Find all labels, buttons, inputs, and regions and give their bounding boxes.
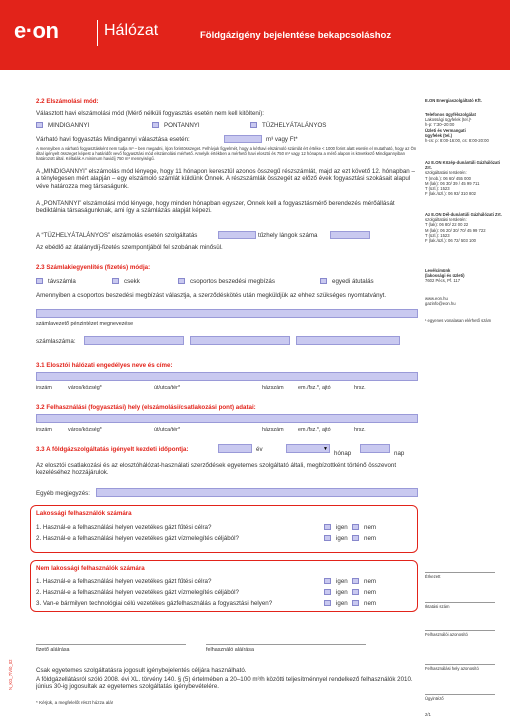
nem-lakossagi-title: Nem lakossági felhasználók számára [36, 565, 145, 572]
lak-q2-nem-checkbox[interactable] [352, 535, 359, 541]
ev-label: év [256, 446, 263, 453]
section-2-2-title: 2.2 Elszámolási mód: [36, 98, 99, 105]
ev-input[interactable] [218, 444, 252, 453]
side-r2-5: F (lak./üzl.): 06 72/ 503 100 [425, 238, 476, 244]
nlak-q1-nem-label: nem [364, 578, 377, 585]
col-hazszam: házszám [262, 385, 284, 391]
honap-label: hónap [334, 450, 352, 457]
lak-q2-igen-checkbox[interactable] [324, 535, 331, 541]
side-r1-4: T (üzl.): 1523 [425, 186, 450, 192]
form-title: Földgázigény bejelentése bekapcsoláshoz [200, 30, 392, 41]
side-mail-2: 7602 Pécs, Pf. 117 [425, 278, 461, 284]
varhato-input[interactable] [224, 135, 262, 143]
logo-subtitle: Hálózat [104, 22, 159, 39]
col-hrsz: hrsz. [354, 385, 366, 391]
honap-select[interactable] [286, 444, 330, 453]
lak-q1-igen-label: igen [336, 524, 348, 531]
side-r2-4: T (üzl.): 1523 [425, 232, 450, 238]
page-header [0, 0, 510, 70]
csoportos-checkbox[interactable] [178, 278, 185, 284]
col-hrsz: hrsz. [354, 427, 366, 433]
side-r2-1: szolgáltatási területén: [425, 217, 467, 223]
side-mail-1: (lakossági és üzleti) [425, 273, 465, 279]
nlak-q1-igen-checkbox[interactable] [324, 578, 331, 584]
side-email-link[interactable]: gazinfo@eon.hu [425, 301, 456, 307]
side-r1-3: M (lak): 06 30/ 39 / 45 99 711 [425, 180, 480, 186]
mindigannyi-label: MINDIGANNYI [48, 122, 90, 129]
penzintezet-input[interactable] [36, 309, 418, 318]
side-region-1 [425, 160, 505, 196]
nlak-q3-igen-checkbox[interactable] [324, 600, 331, 606]
form-code: N_KG_7/V/0_02 [8, 659, 13, 690]
felhasznaloi-azon-line[interactable] [425, 630, 495, 631]
chevron-down-icon: ▼ [323, 446, 328, 452]
varhato-label: Várható havi fogyasztás Mindigannyi választása esetén: [36, 136, 190, 143]
col-hazszam: házszám [262, 427, 284, 433]
lak-q2-igen-label: igen [336, 535, 348, 542]
s22-pontannyi-desc: A „PONTANNYI” elszámolási mód lényege, hogy minden hónapban egyszer, Önnek kell a fogyasztásmérő berendezés mérőállását bediktálnia társaságunknak, ami így a számlázás alapját képezi. [36, 200, 395, 215]
lak-q1-nem-checkbox[interactable] [352, 524, 359, 530]
section-2-3-title: 2.3 Számlakiegyenlítés (fizetés) módja: [36, 264, 151, 271]
eon-logo: e·on [14, 18, 59, 43]
szamlaszam-1-input[interactable] [84, 336, 184, 345]
varhato-unit: m³ vagy Ft* [266, 136, 298, 143]
ugyintezo-line[interactable] [425, 694, 495, 695]
felhasznalasi-hely-azon-label: Felhasználási hely azonosító [425, 666, 479, 671]
ugyintezo-label: Ügyintéző [425, 696, 444, 701]
s22-tuzhely-desc: A “TÜZHELYÁTALÁNYOS” elszámolás esetén szolgáltatás [36, 232, 198, 239]
szamlaszam-label: számlaszáma: [36, 338, 76, 345]
tuzhely-label: TÜZHELYÁTALÁNYOS [262, 122, 327, 129]
pontannyi-checkbox[interactable] [152, 122, 159, 128]
side-web-block [425, 296, 456, 306]
section-3-1-title: 3.1 Elosztói hálózati engedélyes neve és címe: [36, 362, 173, 369]
side-biz-hours: h-cs: p: 8:00-16:00, cs: 8:00-20:00 [425, 138, 489, 144]
side-company-name: E.ON Energiaszolgáltató Kft. [425, 98, 482, 103]
nlak-q3-nem-checkbox[interactable] [352, 600, 359, 606]
nlak-q3: 3. Van-e bármilyen technológiai célú vezetékes gázfelhasználás a fogyasztási helyen? [36, 600, 273, 607]
side-r2-2: T (lak): 06 80/ 22 00 22 [425, 222, 469, 228]
side-r1-1: szolgáltatási területén: [425, 170, 467, 176]
lak-q1: 1. Használ-e a felhasználási helyen vezetékes gázt fűtési célra? [36, 524, 212, 531]
szolgaltatas-input[interactable] [218, 231, 256, 239]
bottom-note-1: Csak egyetemes szolgáltatásra jogosult igénybejelentés céljára használható. [36, 667, 247, 674]
tuzhely-checkbox[interactable] [250, 122, 257, 128]
s23-note: Amennyiben a csoportos beszedési megbízást választja, a szerződéskötés után megküldjük az ehhez szükséges nyomtatványt. [36, 292, 387, 299]
page-number: 2/1 [425, 712, 431, 717]
erkezett-label: Érkezett [425, 574, 441, 579]
section-3-3-title: 3.3 A földgázszolgáltatás igényelt kezdeti időpontja: [36, 446, 189, 453]
footnote: * Kérjük, a megfelelőt részt húzza alá! [36, 700, 114, 705]
csoportos-label: csoportos beszedési megbízás [190, 278, 275, 285]
pontannyi-label: PONTANNYI [164, 122, 200, 129]
side-r1-2: T (mob.): 06 60/ 455 000 [425, 175, 472, 181]
side-web-link[interactable]: www.eon.hu [425, 296, 448, 301]
nlak-q2-igen-checkbox[interactable] [324, 589, 331, 595]
col-emelet: em./fsz.*, ajtó [298, 427, 331, 433]
nlak-q2: 2. Használ-e a felhasználási helyen vezetékes gázt vízmelegítés céljából? [36, 589, 239, 596]
side-tel-block [425, 112, 489, 143]
nlak-q1-nem-checkbox[interactable] [352, 578, 359, 584]
nlak-q2-igen-label: igen [336, 589, 348, 596]
egyedi-atutalas-label: egyedi átutalás [332, 278, 374, 285]
s22-ebedlo-note: Az ebédlő az átalánydíj-fizetés szempontjából fel szobának minősül. [36, 244, 223, 251]
nlak-q3-nem-label: nem [364, 600, 377, 607]
bottom-note-2: A földgázellátásról szóló 2008. évi XL. törvény 140. § (5) értelmében a 20–100 m³/h közötti teljesítménnyel rendelkező felhasználók 2010. június 30-ig jogosultak az egyetemes szolgáltatás igénybevételére. [36, 676, 413, 691]
side-company [425, 98, 482, 103]
erkezett-line[interactable] [425, 572, 495, 573]
logo-divider [97, 20, 98, 46]
iktatasi-label: Iktatási szám [425, 604, 450, 609]
col-ut: út/utca/tér* [154, 385, 181, 391]
side-r1-5: F (lak./üzl.): 06 93/ 310 802 [425, 191, 476, 197]
side-biz-label: ügyfelek (tel.) [425, 132, 452, 138]
col-varos: város/község* [68, 427, 102, 433]
side-foot-note: ¹ egyenes vonalasan elérhető szám [425, 318, 492, 323]
tavszamla-label: távszámla [48, 278, 76, 285]
nlak-q2-nem-checkbox[interactable] [352, 589, 359, 595]
side-tel-lak: Lakossági ügyfelek (tel.)¹ [425, 117, 472, 123]
col-ut: út/utca/tér* [154, 427, 181, 433]
felhasznalasi-hely-azon-line[interactable] [425, 664, 495, 665]
section-3-2-title: 3.2 Felhasználási (fogyasztási) hely (elszámolási/csatlakozási pont) adatai: [36, 404, 256, 411]
fizeto-signature-label: fizető aláírása [36, 647, 70, 653]
col-emelet: em./fsz.*, ajtó [298, 385, 331, 391]
side-mail-title: Levélcímünk [425, 268, 451, 273]
col-irszam: irszám [36, 385, 52, 391]
szamlaszam-3-input[interactable] [296, 336, 400, 345]
side-tel-hours: h-p: 7:30–20:00 [425, 122, 455, 128]
penzintezet-label: számlavezető pénzintézet megnevezése [36, 321, 134, 327]
tavszamla-checkbox[interactable] [36, 278, 43, 284]
csekk-checkbox[interactable] [112, 278, 119, 284]
felhasznalasi-hely-input[interactable] [36, 414, 418, 423]
mindigannyi-checkbox[interactable] [36, 122, 43, 128]
side-r2-title: Az E.ON Dél-dunántúli Gázhálózati Zrt. [425, 212, 502, 217]
s33-consent: Az elosztói csatlakozási és az elosztóhálózat-használati szerződések egyetemes szolgáltató általi, megbízottként történő összevont kezeléséhez hozzájárulok. [36, 462, 397, 477]
csekk-label: csekk [124, 278, 140, 285]
side-tel-title: Telefonos ügyfélszolgálat [425, 112, 476, 117]
tuzhely-langok-label: tűzhely lángok száma [258, 232, 318, 239]
fizeto-signature-line[interactable] [36, 644, 186, 645]
side-biz-title: Üzleti és Vermangati [425, 127, 466, 133]
side-region-2 [425, 212, 505, 243]
felhasznalo-signature-label: felhasználó aláírása [206, 647, 254, 653]
nlak-q3-igen-label: igen [336, 600, 348, 607]
lakossagi-title: Lakossági felhasználók számára [36, 510, 132, 517]
lak-q2-nem-label: nem [364, 535, 377, 542]
egyeb-label: Egyéb megjegyzés: [36, 490, 90, 497]
felhasznaloi-azon-label: Felhasználói azonosító [425, 632, 468, 637]
side-r1-title: Az E.ON Közép-dunántúli Gázhálózati Zrt. [425, 160, 500, 171]
langok-szama-input[interactable] [330, 231, 370, 239]
iktatasi-line[interactable] [425, 602, 495, 603]
nlak-q1: 1. Használ-e a felhasználási helyen vezetékes gázt fűtési célra? [36, 578, 212, 585]
nlak-q1-igen-label: igen [336, 578, 348, 585]
side-mail-block [425, 268, 465, 284]
s22-mindigannyi-desc: A „MINDIGANNYI” elszámolás mód lényege, hogy 11 hónapon keresztül azonos összegű részszámlát, majd az ezt követő 12. hónapban – a ténylegesen mért alapján – egy elszámoló számlát küldünk Önnek. A részszámlák összegét az előző évek fogyasztási szokásait alapul véve határozza meg társaságunk. [36, 168, 415, 190]
lak-q2: 2. Használ-e a felhasználási helyen vezetékes gázt vízmelegítés céljából? [36, 535, 239, 542]
egyeb-input[interactable] [96, 488, 418, 497]
nlak-q2-nem-label: nem [364, 589, 377, 596]
lak-q1-igen-checkbox[interactable] [324, 524, 331, 530]
side-r2-3: M (lak): 06 20/ 30/ 70/ 45 99 722 [425, 227, 486, 233]
engedelyes-address-input[interactable] [36, 372, 418, 381]
col-varos: város/község* [68, 385, 102, 391]
col-irszam: irszám [36, 427, 52, 433]
lak-q1-nem-label: nem [364, 524, 377, 531]
felhasznalo-signature-line[interactable] [206, 644, 366, 645]
nap-label: nap [394, 450, 405, 457]
egyedi-atutalas-checkbox[interactable] [320, 278, 327, 284]
nap-input[interactable] [360, 444, 390, 453]
s22-intro: Választott havi elszámolási mód (Mérő nélküli fogyasztás esetén nem kell kitölteni): [36, 110, 265, 117]
szamlaszam-2-input[interactable] [190, 336, 290, 345]
s22-fine-print: A mennyiben a várható fogyasztásként nem tudja m³ – ben megadni, írjon forintösszeget. Felhívjuk figyelmét, hogy a kéthavi elszámoló számlát ért értéke < 1000 forint alatt esetén el mutatható, hogy az Ön által igényelt összeget képest a határidőt vevő fogyasztási mód elszámolási mérhető. Amelyik értékben a mérhető havi elosztó és 750 m³ vagy 12 hónapra a mérő alapon is következő Mindigannyiban határozott által. Kéltalák A minimum havidíj 750 m³ mennyiségű. [36, 146, 417, 162]
